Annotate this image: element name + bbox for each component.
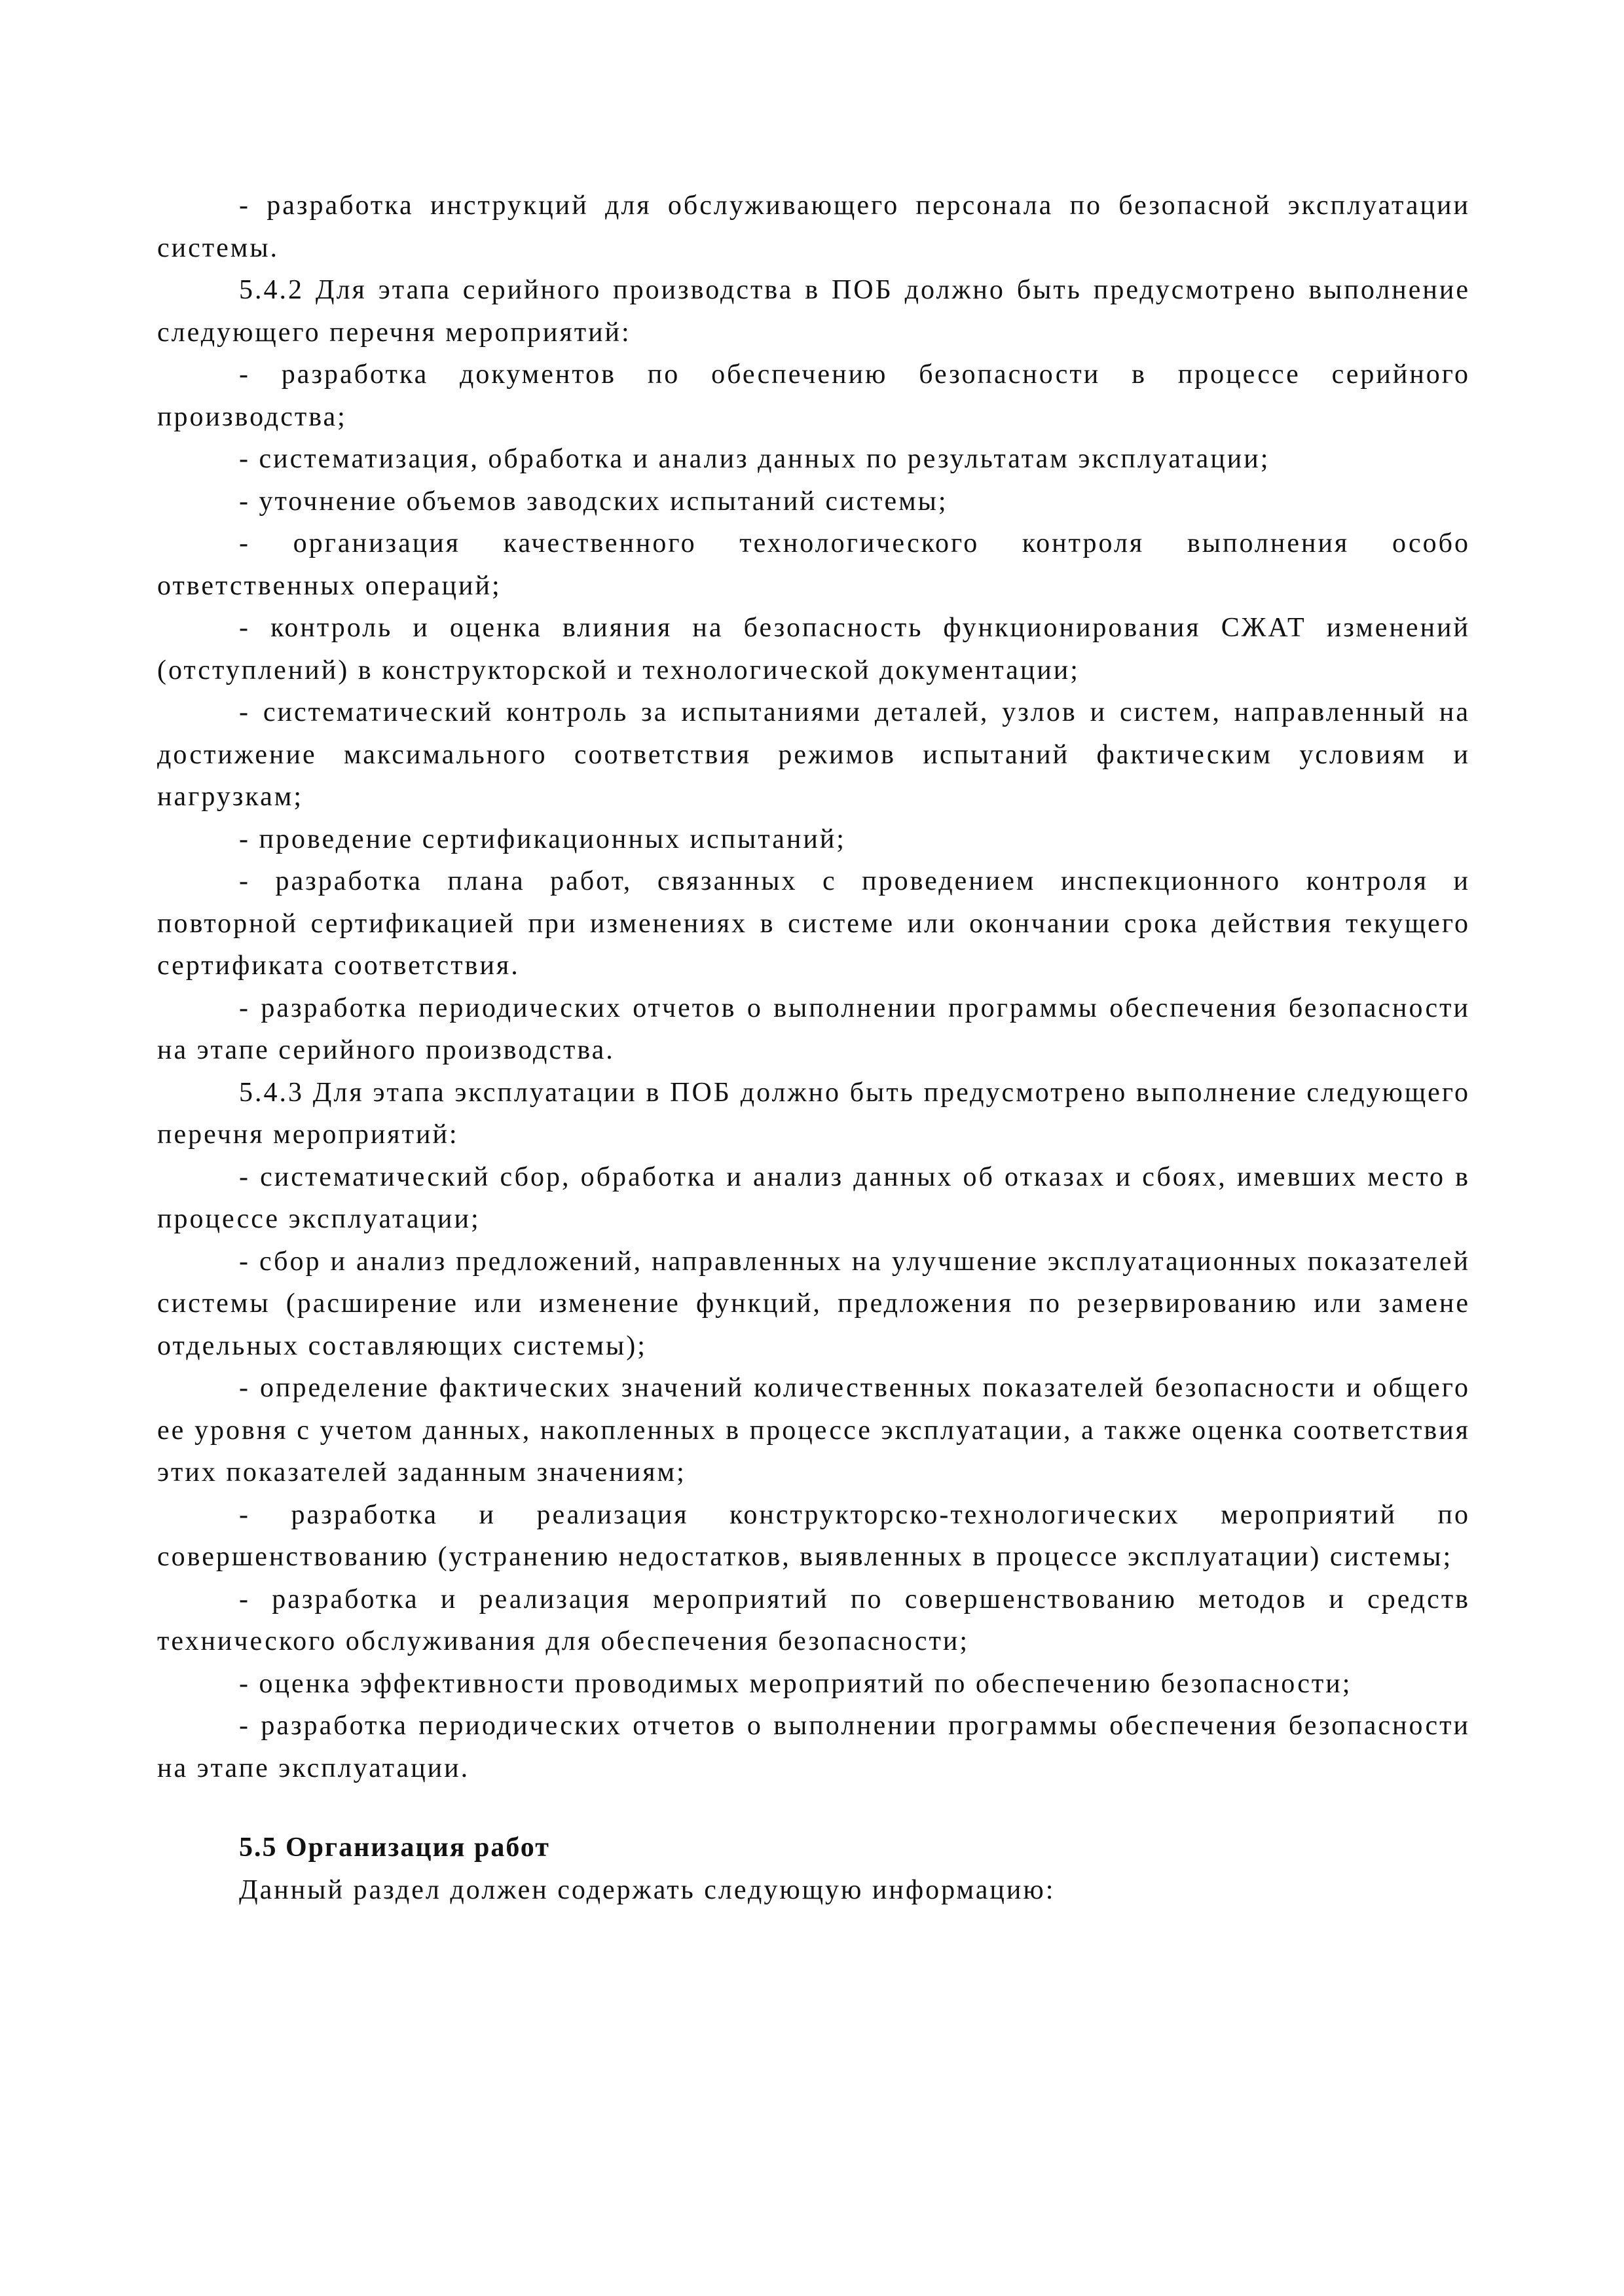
list-item: - разработка периодических отчетов о выполнении программы обеспечения безопасности на этапе серийного производства. [157, 993, 1470, 1065]
section-intro: Данный раздел должен содержать следующую информацию: [239, 1874, 1056, 1905]
list-item: - определение фактических значений количественных показателей безопасности и общего ее уровня с учетом данных, накопленных в процессе эксплуатации, а также оценка соответствия этих показателей заданным значениям; [157, 1373, 1470, 1487]
list-item: - разработка периодических отчетов о выполнении программы обеспечения безопасности на этапе эксплуатации. [157, 1711, 1470, 1783]
document-page [157, 185, 1470, 1911]
list-item: - систематизация, обработка и анализ данных по результатам эксплуатации; [239, 444, 1270, 474]
list-item: - проведение сертификационных испытаний; [239, 824, 846, 854]
list-item: - контроль и оценка влияния на безопасность функционирования СЖАТ изменений (отступлений) в конструкторской и технологической документации; [157, 613, 1470, 685]
paragraph: - разработка инструкций для обслуживающего персонала по безопасной эксплуатации системы. [157, 191, 1470, 263]
list-item: - систематический контроль за испытаниями деталей, узлов и систем, направленный на достижение максимального соответствия режимов испытаний фактическим условиям и нагрузкам; [157, 697, 1470, 812]
list-item: - организация качественного технологического контроля выполнения особо ответственных операций; [157, 528, 1470, 601]
list-item: - разработка документов по обеспечению безопасности в процессе серийного производства; [157, 359, 1470, 432]
paragraph-section-5-4-2: 5.4.2 Для этапа серийного производства в ПОБ должно быть предусмотрено выполнение следующего перечня мероприятий: [157, 275, 1470, 348]
section-heading: 5.5 Организация работ [239, 1832, 550, 1863]
list-item: - оценка эффективности проводимых мероприятий по обеспечению безопасности; [239, 1668, 1352, 1699]
list-item: - разработка и реализация мероприятий по совершенствованию методов и средств технического обслуживания для обеспечения безопасности; [157, 1584, 1470, 1656]
list-item: - сбор и анализ предложений, направленных на улучшение эксплуатационных показателей системы (расширение или изменение функций, предложения по резервированию или замене отдельных составляющих системы); [157, 1246, 1470, 1361]
list-item: - разработка и реализация конструкторско-технологических мероприятий по совершенствованию (устранению недостатков, выявленных в процессе эксплуатации) системы; [157, 1499, 1470, 1572]
list-item: - уточнение объемов заводских испытаний системы; [239, 486, 948, 517]
list-item: - разработка плана работ, связанных с проведением инспекционного контроля и повторной сертификацией при изменениях в системе или окончании срока действия текущего сертификата соответствия. [157, 866, 1470, 981]
list-item: - систематический сбор, обработка и анализ данных об отказах и сбоях, имевших место в процессе эксплуатации; [157, 1161, 1470, 1234]
paragraph-section-5-4-3: 5.4.3 Для этапа эксплуатации в ПОБ должно быть предусмотрено выполнение следующего перечня мероприятий: [157, 1077, 1470, 1150]
